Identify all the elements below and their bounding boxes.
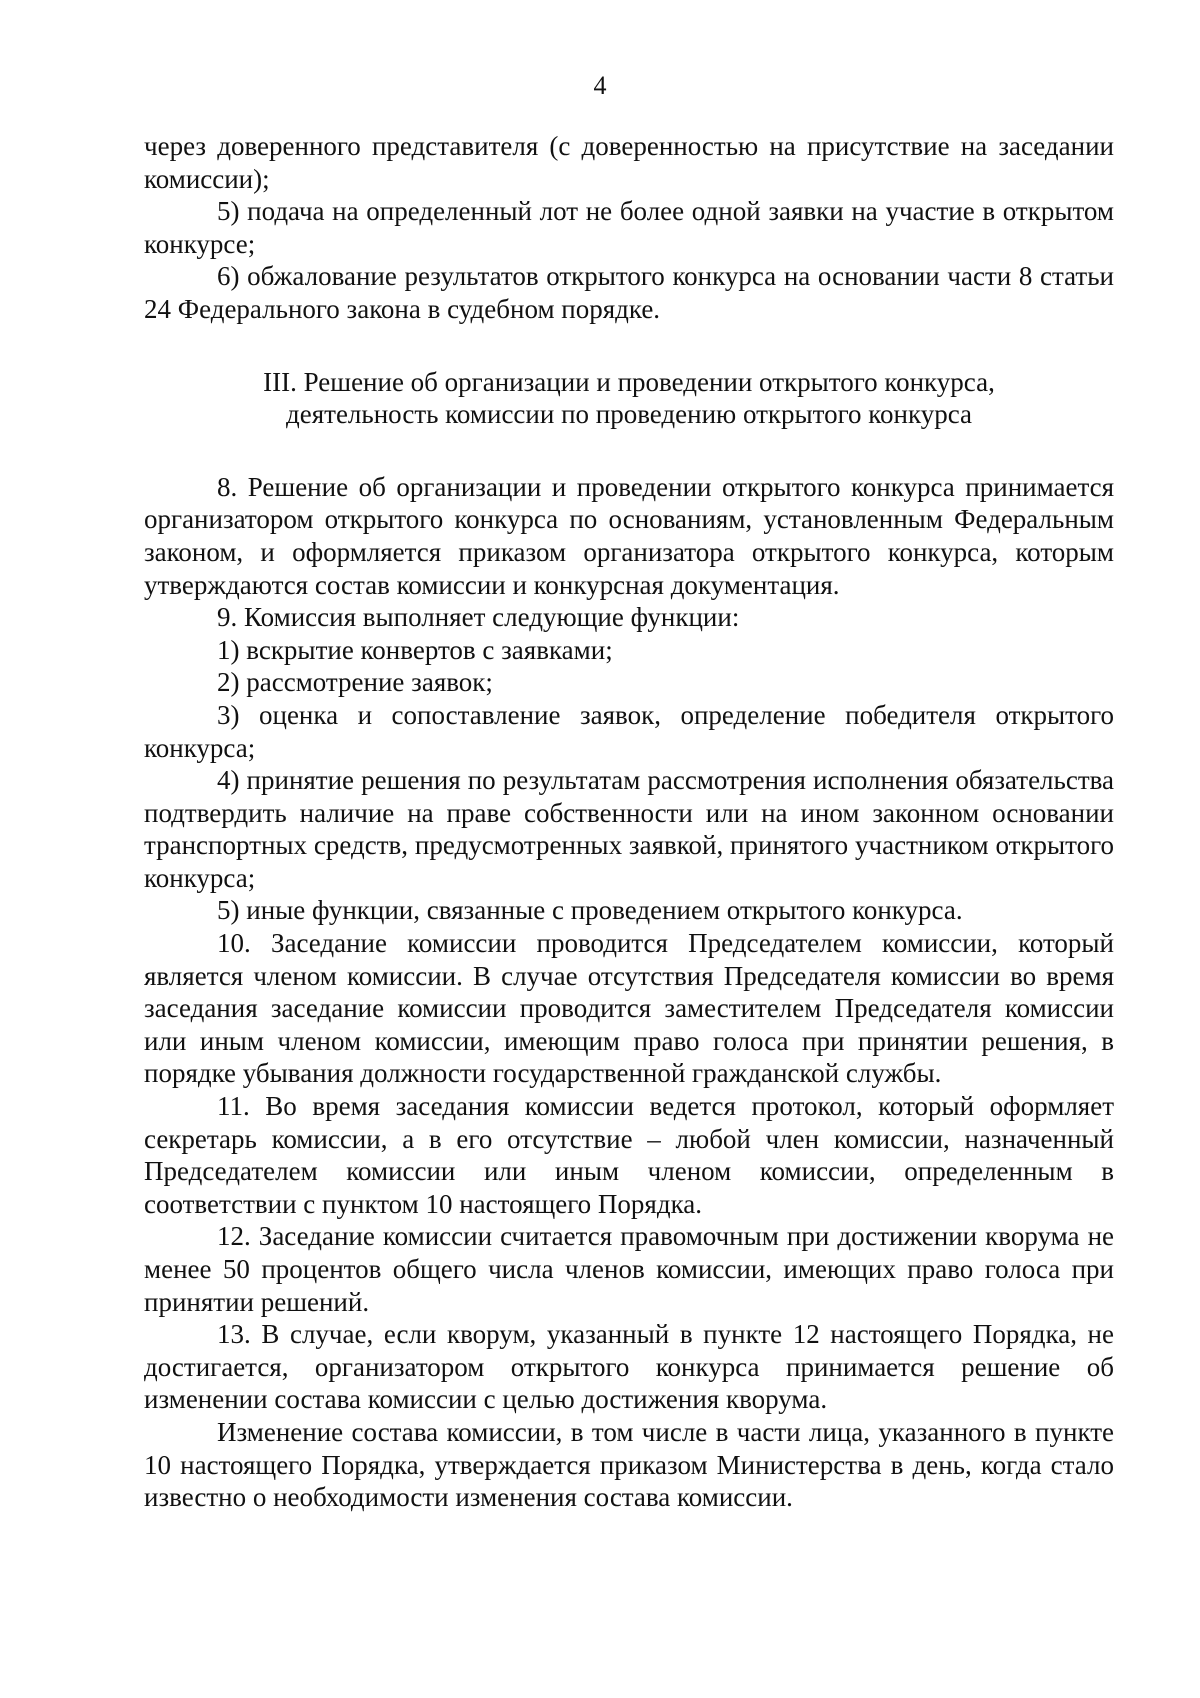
paragraph-9-item-2: 2) рассмотрение заявок; <box>217 667 493 698</box>
paragraph-9-item-1: 1) вскрытие конвертов с заявками; <box>217 634 613 665</box>
document-body <box>144 130 1114 1514</box>
paragraph-item-5: 5) подача на определенный лот не более одной заявки на участие в открытом конкурсе; <box>144 196 1114 259</box>
paragraph-continuation: через доверенного представителя (с доверенностью на присутствие на заседании комиссии); <box>144 131 1114 194</box>
paragraph-9-item-4: 4) принятие решения по результатам рассмотрения исполнения обязательства подтвердить наличие на праве собственности или на ином законном основании транспортных средств, предусмотренных заявкой, принятого участником открытого конкурса; <box>144 765 1114 893</box>
section-heading-line-1: III. Решение об организации и проведении открытого конкурса, <box>263 366 995 397</box>
paragraph-13: 13. В случае, если кворум, указанный в пункте 12 настоящего Порядка, не достигается, организатором открытого конкурса принимается решение об изменении состава комиссии с целью достижения кворума. <box>144 1319 1114 1415</box>
paragraph-12: 12. Заседание комиссии считается правомочным при достижении кворума не менее 50 процентов общего числа членов комиссии, имеющих право голоса при принятии решений. <box>144 1221 1114 1317</box>
paragraph-9: 9. Комиссия выполняет следующие функции: <box>217 602 740 633</box>
section-heading-line-2: деятельность комиссии по проведению открытого конкурса <box>286 399 972 430</box>
paragraph-8: 8. Решение об организации и проведении открытого конкурса принимается организатором открытого конкурса по основаниям, установленным Федеральным законом, и оформляется приказом организатора открытого конкурса, которым утверждаются состав комиссии и конкурсная документация. <box>144 471 1114 600</box>
page-number: 4 <box>593 71 607 100</box>
paragraph-11: 11. Во время заседания комиссии ведется протокол, который оформляет секретарь комиссии, а в его отсутствие – любой член комиссии, назначенный Председателем комиссии или иным членом комиссии, определенным в соответствии с пунктом 10 настоящего Порядка. <box>144 1091 1114 1219</box>
section-heading <box>144 366 1114 431</box>
paragraph-item-6: 6) обжалование результатов открытого конкурса на основании части 8 статьи 24 Федерального закона в судебном порядке. <box>144 261 1114 324</box>
paragraph-13-continuation: Изменение состава комиссии, в том числе в части лица, указанного в пункте 10 настоящего Порядка, утверждается приказом Министерства в день, когда стало известно о необходимости изменения состава комиссии. <box>144 1416 1114 1513</box>
paragraph-10: 10. Заседание комиссии проводится Председателем комиссии, который является членом комиссии. В случае отсутствия Председателя комиссии во время заседания заседание комиссии проводится заместителем Председателя комиссии или иным членом комиссии, имеющим право голоса при принятии решения, в порядке убывания должности государственной гражданской службы. <box>144 928 1114 1089</box>
paragraph-9-item-3: 3) оценка и сопоставление заявок, определение победителя открытого конкурса; <box>144 699 1114 763</box>
paragraph-9-item-5: 5) иные функции, связанные с проведением открытого конкурса. <box>217 895 963 926</box>
